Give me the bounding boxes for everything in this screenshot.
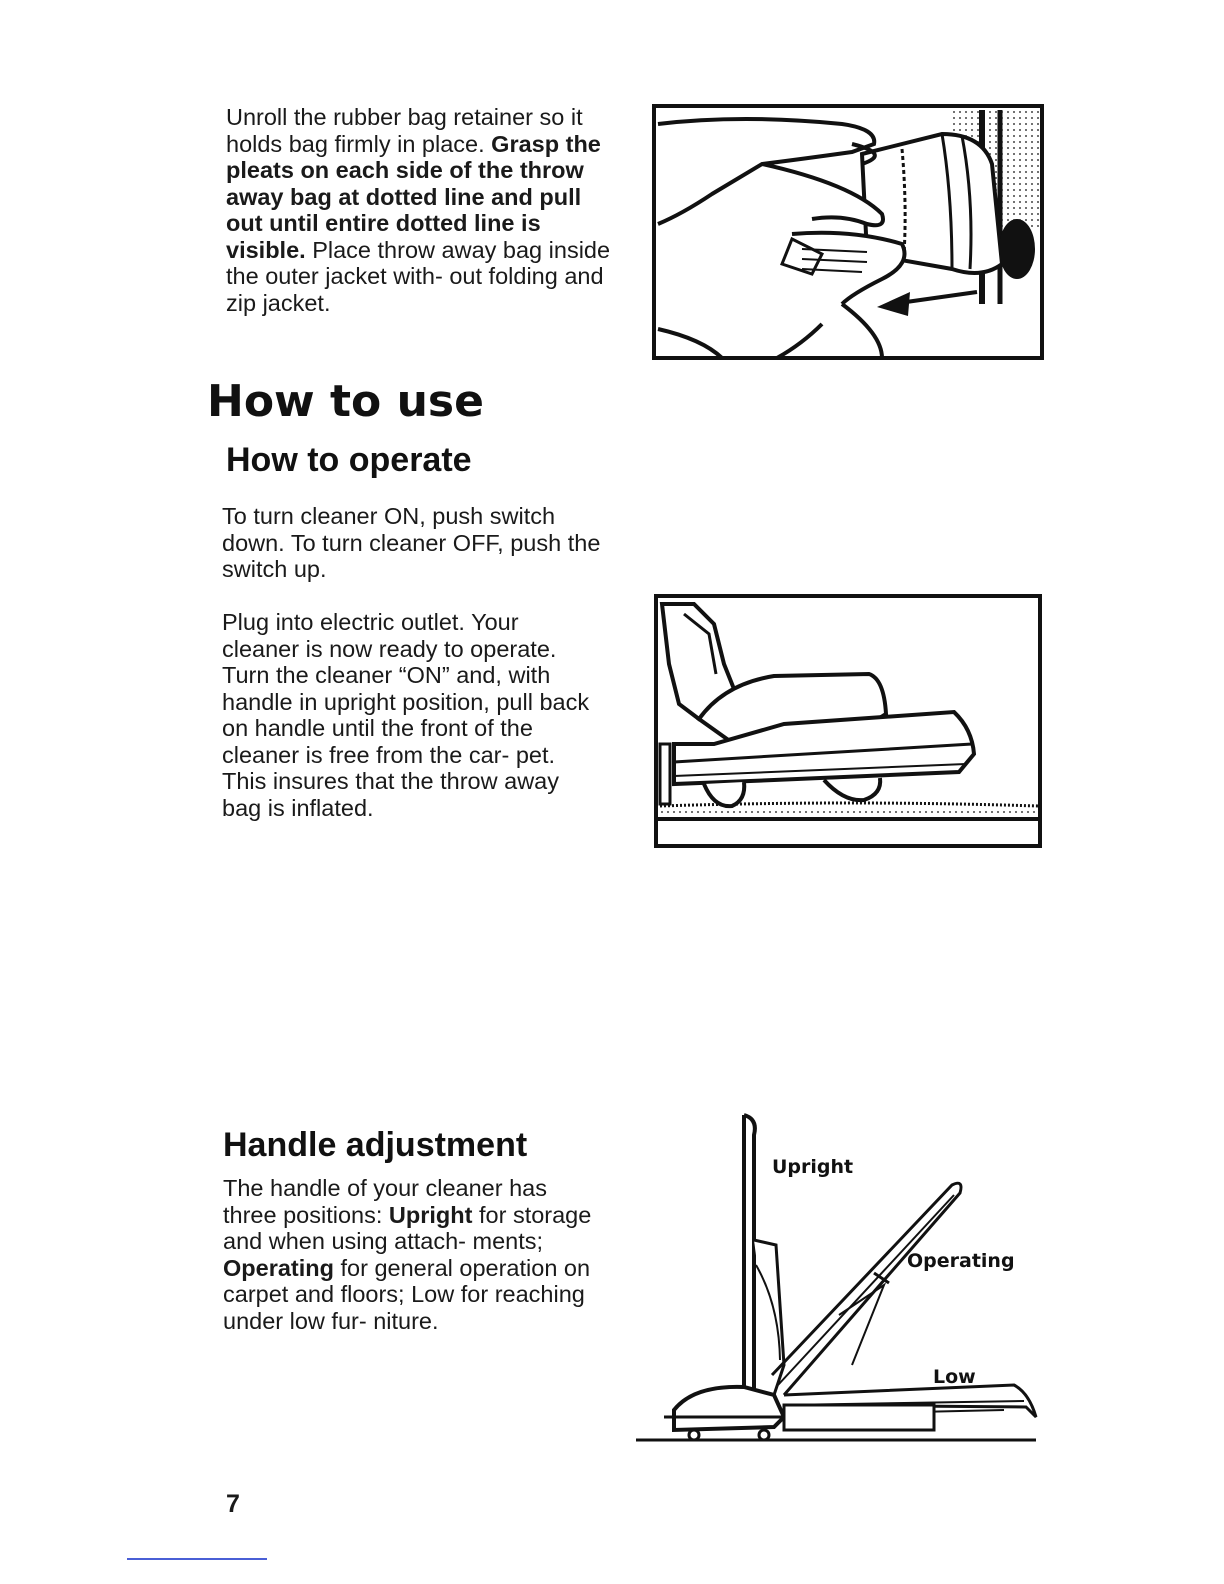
handle-text-a: The handle of your cleaner has three positions: xyxy=(223,1175,547,1228)
handle-heading: Handle adjustment xyxy=(223,1126,528,1164)
upright-label: Upright xyxy=(772,1156,854,1178)
bag-illustration xyxy=(652,104,1046,362)
handle-text-b: for storage and when using attach- ments; xyxy=(223,1201,592,1254)
bag-instructions-bold: Grasp the pleats on each side of the throw away bag at dotted line and pull out until entire dotted line is visible. xyxy=(226,130,601,263)
bag-instructions-text-a: Unroll the rubber bag retainer so it holds bag firmly in place. xyxy=(226,104,583,157)
bag-instructions-text-c: Place throw away bag inside the outer jacket with- out folding and zip jacket. xyxy=(226,236,611,316)
switch-paragraph: To turn cleaner ON, push switch down. To turn cleaner OFF, push the switch up. xyxy=(222,503,601,582)
page-number: 7 xyxy=(226,1490,240,1518)
footer-link-underline xyxy=(127,1558,267,1560)
upright-bold: Upright xyxy=(388,1201,473,1228)
handle-positions-diagram xyxy=(634,1105,1044,1450)
section-title: How to use xyxy=(207,376,484,427)
bag-instructions-paragraph xyxy=(226,104,616,316)
operating-bold: Operating xyxy=(223,1254,334,1281)
handle-paragraph xyxy=(223,1175,593,1334)
operating-label: Operating xyxy=(907,1250,1015,1272)
handle-text-c: for general operation on carpet and floors; Low for reaching under low fur- niture. xyxy=(223,1254,591,1334)
low-label: Low xyxy=(933,1366,976,1388)
plug-paragraph: Plug into electric outlet. Your cleaner is now ready to operate. Turn the cleaner “ON” and, with handle in upright position, pull back on handle until the front of the cleaner is free from the car- pet. This insures that the throw away bag is inflated. xyxy=(222,609,590,821)
cleaner-tilt-illustration xyxy=(654,594,1044,850)
operate-heading: How to operate xyxy=(226,441,472,479)
